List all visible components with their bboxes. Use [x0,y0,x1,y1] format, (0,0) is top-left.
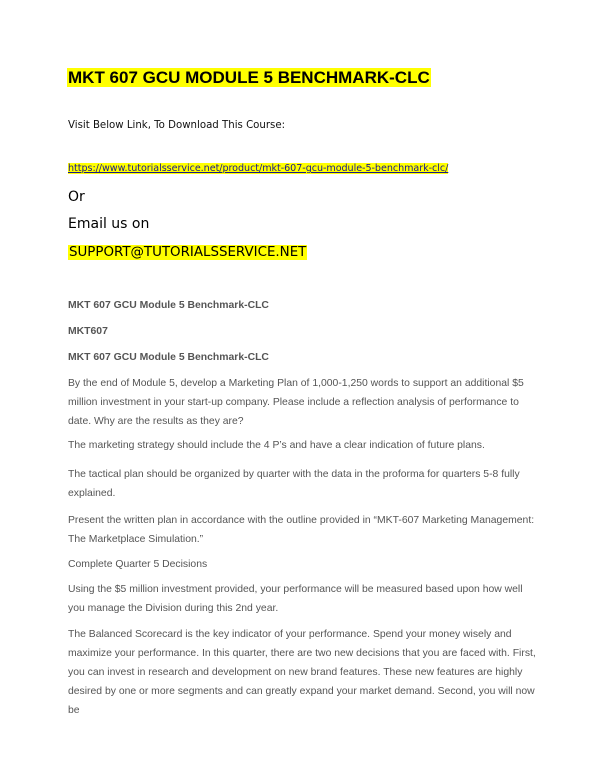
support-email-line [68,243,307,263]
paragraph-present: Present the written plan in accordance with the outline provided in “MKT-607 Marketing Management: The Marketplace Simulation.” [68,515,535,545]
paragraph-quarter-5: Complete Quarter 5 Decisions [68,559,208,570]
visit-link-text: Visit Below Link, To Download This Course: [68,120,286,131]
paragraph-intro: By the end of Module 5, develop a Marketing Plan of 1,000-1,250 words to support an additional $5 million investment in your start-up company. Please include a reflection analysis of performance to date. Why are the results as they are? [68,378,524,427]
section-subheading: MKT 607 GCU Module 5 Benchmark-CLC [68,352,269,363]
paragraph-strategy: The marketing strategy should include the 4 P’s and have a clear indication of future plans. [68,440,485,451]
section-heading: MKT 607 GCU Module 5 Benchmark-CLC [68,300,269,311]
course-code-heading: MKT607 [68,326,108,337]
paragraph-tactical: The tactical plan should be organized by quarter with the data in the proforma for quarters 5-8 fully explained. [68,469,520,499]
paragraph-scorecard: The Balanced Scorecard is the key indicator of your performance. Spend your money wisely and maximize your performance. In this quarter, there are two new decisions that you are faced with. First, you can invest in research and development on new brand features. These new features are highly desired by one or more segments and can greatly expand your market demand. Second, you will now be [68,629,536,716]
paragraph-investment: Using the $5 million investment provided, your performance will be measured based upon how well you manage the Division during this 2nd year. [68,584,523,614]
email-label: Email us on [68,216,150,232]
course-download-link[interactable]: https://www.tutorialsservice.net/product/mkt-607-gcu-module-5-benchmark-clc/ [68,163,449,174]
or-text: Or [68,189,85,205]
document-title [67,66,431,90]
support-email: SUPPORT@TUTORIALSSERVICE.NET [69,245,307,260]
course-link-line [68,162,448,176]
document-title-text: MKT 607 GCU MODULE 5 BENCHMARK-CLC [68,68,430,87]
